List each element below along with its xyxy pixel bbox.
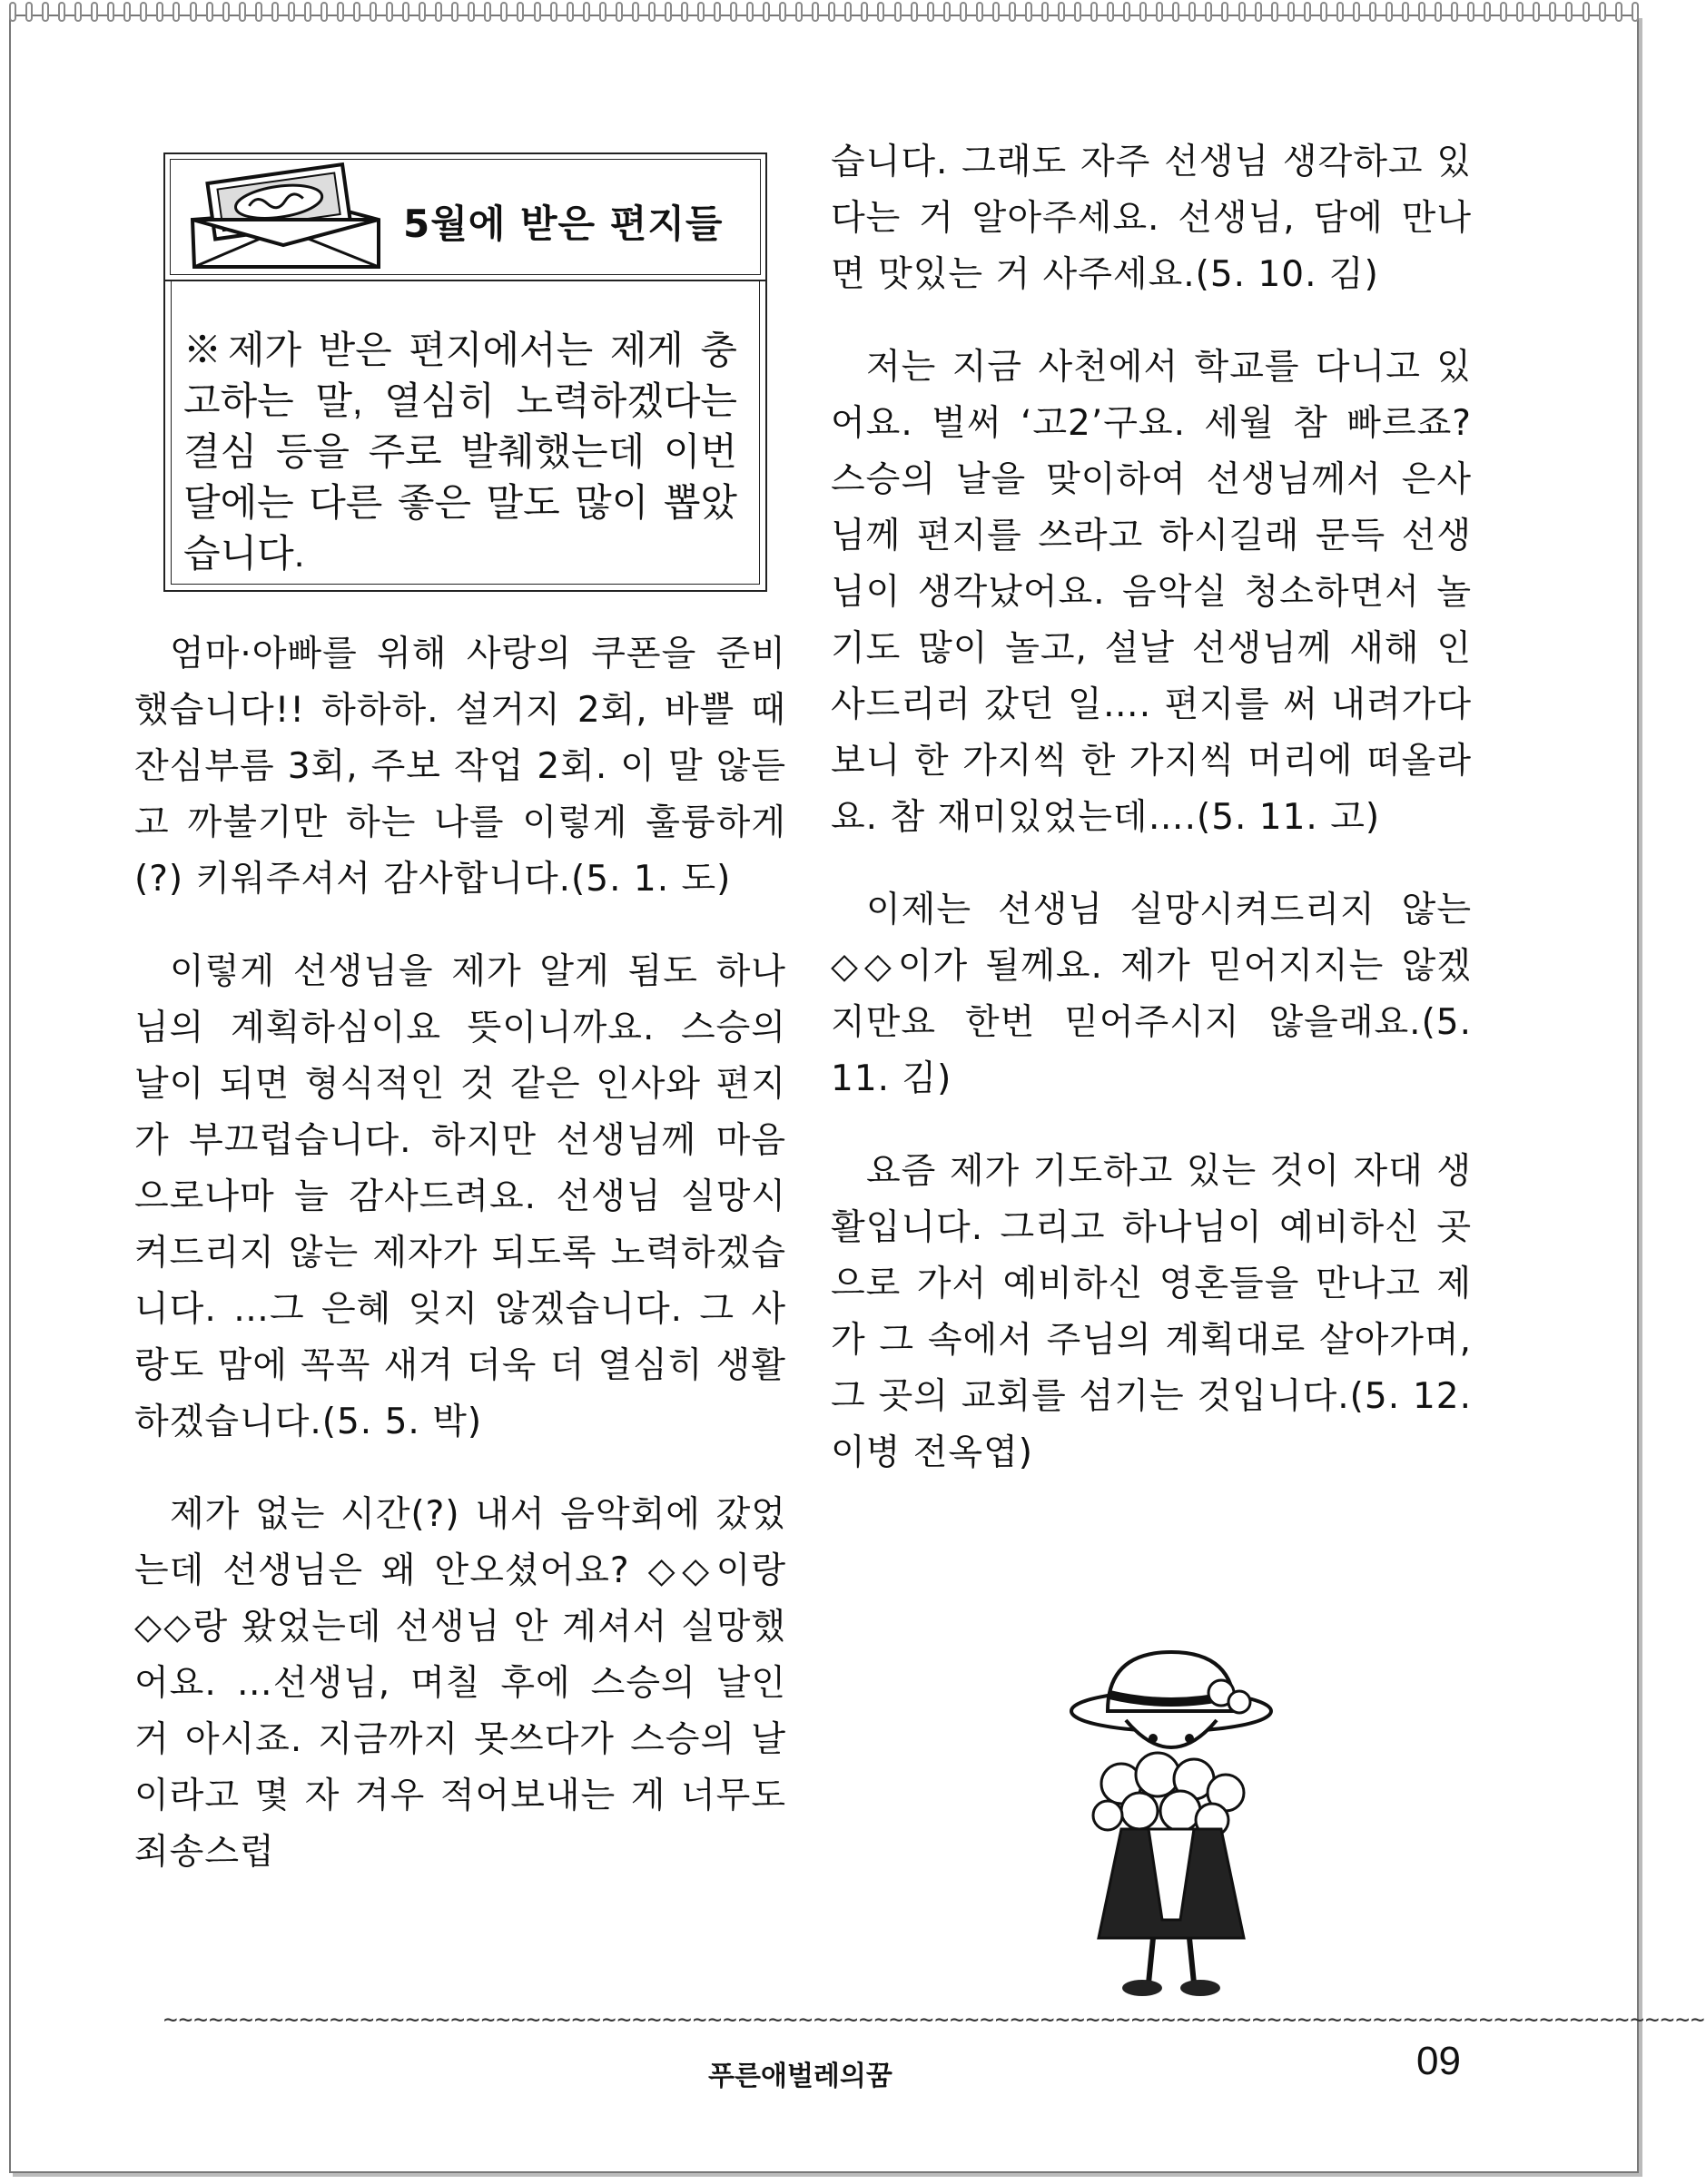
- right-column: [831, 134, 1472, 1518]
- intro-box: [163, 281, 767, 592]
- magazine-title: 푸른애벌레의꿈: [708, 2061, 892, 2092]
- page-number: 09: [1416, 2039, 1461, 2083]
- page-title: 5월에 받은 편지들: [403, 202, 724, 246]
- letter-paragraph: 저는 지금 사천에서 학교를 다니고 있어요. 벌써 ‘고2’구요. 세월 참 빠르죠? 스승의 날을 맞이하여 선생님께서 은사님께 편지를 쓰라고 하시길래 문득 선생님이 생각났어요. 음악실 청소하면서 놀기도 많이 놀고, 설날 선생님께 새해 인사드리러 갔던 일…. 편지를 써 내려가다 보니 한 가지씩 한 가지씩 머리에 떠올라요. 참 재미있었는데….(5. 11. 고): [831, 347, 1472, 838]
- left-column: [134, 626, 786, 1917]
- girl-with-flowers-illustration: [1035, 1648, 1307, 2011]
- spiral-binding: [9, 0, 1639, 25]
- section-header: [163, 152, 767, 281]
- letter-paragraph: 이렇게 선생님을 제가 알게 됨도 하나님의 계획하심이요 뜻이니까요. 스승의 날이 되면 형식적인 것 같은 인사와 편지가 부끄럽습니다. 하지만 선생님께 마음으로나마 늘 감사드려요. 선생님 실망시켜드리지 않는 제자가 되도록 노력하겠습니다. …그 은혜 잊지 않겠습니다. 그 사랑도 맘에 꼭꼭 새겨 더욱 더 열심히 생활하겠습니다.(5. 5. 박): [134, 951, 786, 1442]
- intro-text: ※제가 받은 편지에서는 제게 충고하는 말, 열심히 노력하겠다는 결심 등을 주로 발췌했는데 이번 달에는 다른 좋은 말도 많이 뽑았습니다.: [183, 329, 737, 575]
- letter-paragraph: 이제는 선생님 실망시켜드리지 않는 ◇◇이가 될께요. 제가 믿어지지는 않겠지만요 한번 믿어주시지 않을래요.(5. 11. 김): [831, 890, 1472, 1099]
- letter-paragraph-continued: 습니다. 그래도 자주 선생님 생각하고 있다는 거 알아주세요. 선생님, 담에 만나면 맛있는 거 사주세요.(5. 10. 김): [831, 142, 1472, 295]
- letter-paragraph: 제가 없는 시간(?) 내서 음악회에 갔었는데 선생님은 왜 안오셨어요? ◇◇이랑 ◇◇랑 왔었는데 선생님 안 계셔서 실망했어요. …선생님, 며칠 후에 스승의 날인 거 아시죠. 지금까지 못쓰다가 스승의 날이라고 몇 자 겨우 적어보내는 게 너무도 죄송스럽: [134, 1494, 786, 1873]
- letter-paragraph: 요즘 제가 기도하고 있는 것이 자대 생활입니다. 그리고 하나님이 예비하신 곳으로 가서 예비하신 영혼들을 만나고 제가 그 속에서 주님의 계획대로 살아가며, 그 곳의 교회를 섬기는 것입니다.(5. 12. 이병 전옥엽): [831, 1151, 1472, 1473]
- footer-divider: ~~~~~~~~~~~~~~~~~~~~~~~~~~~~~~~~~~~~~~~~~~~~~~~~~~~~~~~~~~~~~~~~~~~~~~~~~~~~~~~~~~~~~~~~~~~~~~~~~~~~~~: [163, 2006, 1706, 2033]
- letter-paragraph: 엄마·아빠를 위해 사랑의 쿠폰을 준비했습니다!! 하하하. 설거지 2회, 바쁠 때 잔심부름 3회, 주보 작업 2회. 이 말 않듣고 까불기만 하는 나를 이렇게 훌륭하게(?) 키워주셔서 감사합니다.(5. 1. 도): [134, 634, 786, 900]
- letter-envelope-icon: [183, 165, 392, 272]
